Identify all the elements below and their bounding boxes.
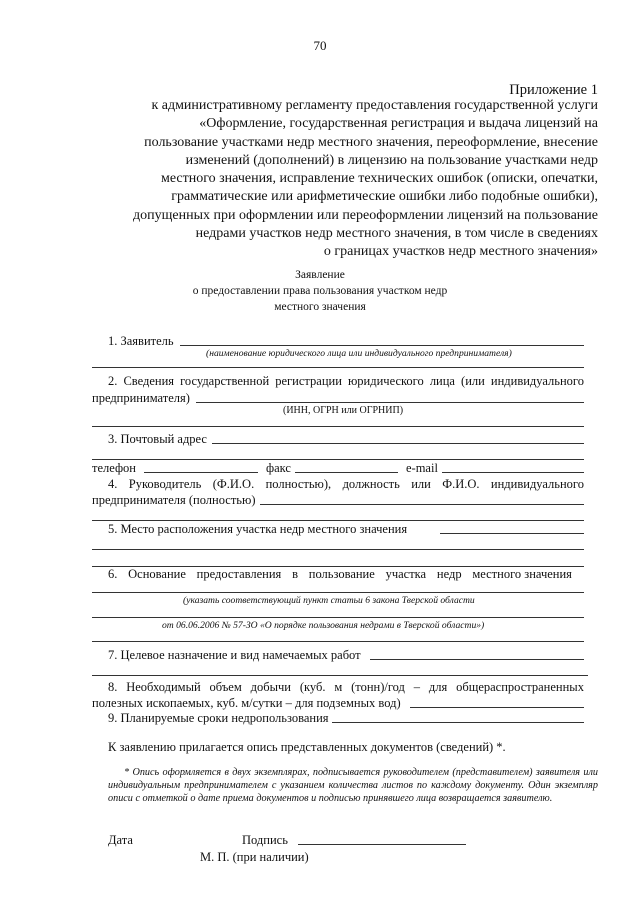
applicant-input-line-2[interactable]: [92, 367, 584, 368]
word: лица: [429, 374, 455, 388]
email-label: e-mail: [406, 461, 438, 475]
email-input-line[interactable]: [442, 472, 584, 473]
word: индивидуального: [490, 477, 584, 491]
word: добычи: [250, 680, 291, 694]
terms-label: 9. Планируемые сроки недропользования: [108, 711, 329, 725]
word: Ф.И.О.: [442, 477, 480, 491]
purpose-input-line-2[interactable]: [92, 675, 588, 676]
word: государственной: [180, 374, 270, 388]
volume-input-line[interactable]: [410, 707, 584, 708]
head-label: [108, 477, 584, 492]
word: юридического: [347, 374, 424, 388]
basis-input-line-2[interactable]: [92, 617, 584, 618]
word: –: [413, 680, 421, 694]
word: (Ф.И.О.: [212, 477, 255, 491]
basis-input-line-3[interactable]: [92, 641, 584, 642]
word: недр: [436, 567, 462, 581]
volume-label-2: полезных ископаемых, куб. м/сутки – для подземных вод): [92, 696, 401, 710]
page-number: 70: [313, 38, 327, 53]
postal-address-input-line-2[interactable]: [92, 459, 584, 460]
word: или: [411, 477, 431, 491]
registration-input-line-2[interactable]: [92, 426, 584, 427]
fax-label: факс: [266, 461, 291, 475]
location-label: 5. Место расположения участка недр местного значения: [108, 522, 408, 536]
stamp-label: М. П. (при наличии): [200, 850, 309, 864]
word: 4.: [108, 477, 118, 491]
word: Необходимый: [126, 680, 201, 694]
appendix-title: Приложение 1: [509, 82, 598, 98]
postal-address-label: 3. Почтовый адрес: [108, 432, 207, 446]
head-label-2: предпринимателя (полностью): [92, 493, 256, 507]
word: 8.: [108, 680, 118, 694]
word: 6.: [108, 567, 118, 581]
terms-input-line[interactable]: [332, 722, 584, 723]
word: для: [428, 680, 448, 694]
appendix-line: местного значения, исправление технических ошибок (описки, опечатки,: [161, 171, 598, 187]
word: индивидуального: [490, 374, 584, 388]
appendix-line: пользование участками недр местного значения, переоформление, внесение: [144, 134, 598, 150]
word: в: [292, 567, 298, 581]
word: Сведения: [123, 374, 175, 388]
word: местного значения: [472, 567, 572, 581]
registration-label: [108, 374, 584, 389]
document-title: Заявление: [295, 269, 345, 281]
appendix-line: «Оформление, государственная регистрация и выдача лицензий на: [199, 116, 598, 132]
word: предоставления: [196, 567, 282, 581]
basis-input-line[interactable]: [92, 592, 584, 593]
footnote: * Опись оформляется в двух экземплярах, подписывается руководителем (представителем) заявителя или индивидуальным предпринимателем с указанием количества листов по каждому документу. Один экземпляр описи с отметкой о дате приема документов и подписью принявшего лица возвращается заявителю.: [108, 767, 598, 805]
applicant-input-line[interactable]: [180, 345, 584, 346]
word: 2.: [108, 374, 118, 388]
word: (или: [461, 374, 485, 388]
purpose-label: 7. Целевое назначение и вид намечаемых работ: [108, 648, 361, 662]
word: Руководитель: [128, 477, 202, 491]
appendix-line: к административному регламенту предоставления государственной услуги: [151, 98, 598, 113]
signature-input-line[interactable]: [298, 844, 466, 845]
applicant-label: 1. Заявитель: [108, 334, 174, 348]
appendix-line: изменений (дополнений) в лицензию на пользование участками недр: [185, 152, 598, 168]
attachment-text: К заявлению прилагается опись представленных документов (сведений) *.: [108, 740, 506, 754]
word: полностью),: [265, 477, 332, 491]
basis-hint: (указать соответствующий пункт статьи 6 закона Тверской области: [183, 595, 475, 606]
fax-input-line[interactable]: [295, 472, 398, 473]
location-input-line-2[interactable]: [92, 549, 584, 550]
registration-hint: (ИНН, ОГРН или ОГРНИП): [283, 405, 404, 416]
appendix-line: допущенных при оформлении или переоформлении лицензий на пользование: [132, 207, 598, 223]
appendix-line: о границах участков недр местного значения»: [323, 244, 598, 260]
phone-input-line[interactable]: [144, 472, 258, 473]
postal-address-input-line[interactable]: [212, 443, 584, 444]
appendix-line: грамматические или арифметические ошибки либо подобные ошибки),: [171, 189, 598, 205]
word: Основание: [128, 567, 186, 581]
word: м: [334, 680, 343, 694]
date-label: Дата: [108, 833, 133, 847]
applicant-hint: (наименование юридического лица или индивидуального предпринимателя): [206, 348, 512, 359]
word: общераспространенных: [456, 680, 584, 694]
word: участка: [385, 567, 427, 581]
document-subtitle: о предоставлении права пользования участком недр: [192, 285, 448, 297]
word: должность: [342, 477, 400, 491]
word: (тонн)/год: [351, 680, 405, 694]
purpose-input-line[interactable]: [370, 659, 584, 660]
phone-label: телефон: [92, 461, 136, 475]
document-subtitle-2: местного значения: [274, 301, 366, 313]
word: регистрации: [275, 374, 342, 388]
signature-label: Подпись: [242, 833, 288, 847]
word: объем: [209, 680, 242, 694]
location-input-line[interactable]: [440, 533, 584, 534]
appendix-line: недрами участков недр местного значения, в том числе в сведениях: [195, 226, 598, 242]
registration-label-2: предпринимателя): [92, 391, 190, 405]
basis-hint-2: от 06.06.2006 № 57-ЗО «О порядке пользования недрами в Тверской области»): [162, 620, 485, 631]
head-input-line[interactable]: [260, 504, 584, 505]
word: пользование: [308, 567, 375, 581]
appendix-description: [78, 97, 598, 262]
registration-input-line[interactable]: [196, 402, 584, 403]
word: (куб.: [299, 680, 326, 694]
head-input-line-2[interactable]: [92, 520, 584, 521]
basis-label: [108, 567, 572, 582]
volume-label: [108, 680, 584, 695]
